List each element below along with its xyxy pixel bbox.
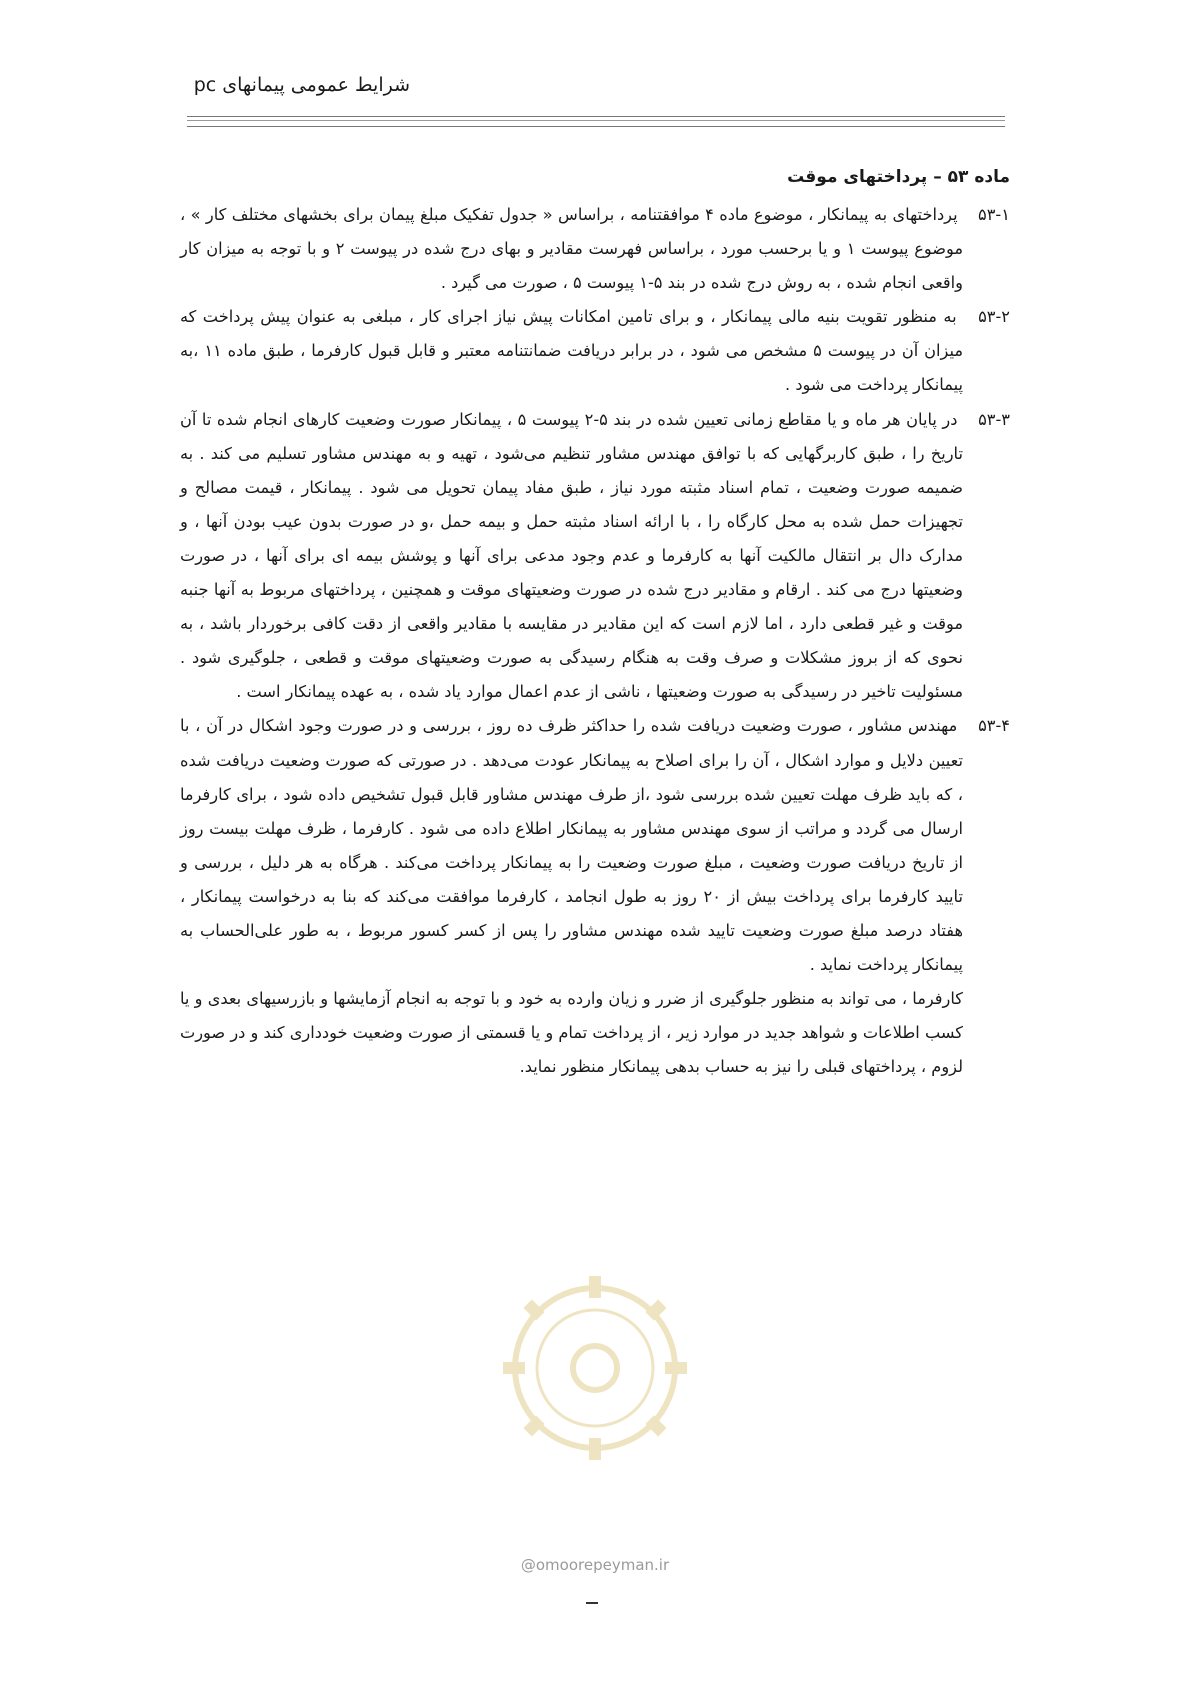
paragraph-53-3 xyxy=(180,403,1010,710)
watermark-logo-icon xyxy=(495,1268,695,1468)
article-title: ماده ۵۳ – پرداختهای موقت xyxy=(787,167,1010,187)
paragraph-text: پرداختهای به پیمانکار ، موضوع ماده ۴ موافقتنامه ، براساس « جدول تفکیک مبلغ پیمان برای بخشهای مختلف کار » ، موضوع پیوست ۱ و یا برحسب مورد ، براساس فهرست مقادیر و بهای درج شده در پیوست ۲ و با توجه به میزان کار واقعی انجام شده ، به روش درج شده در بند ۵-۱ پیوست ۵ ، صورت می گیرد . xyxy=(180,205,963,293)
paragraph-53-1 xyxy=(180,198,1010,300)
paragraph-continuation: کارفرما ، می تواند به منظور جلوگیری از ضرر و زیان وارده به خود و با توجه به انجام آزمایشها و بازرسیهای بعدی و یا کسب اطلاعات و شواهد جدید در موارد زیر ، از پرداخت تمام و یا قسمتی از صورت وضعیت خودداری کند و در صورت لزوم ، پرداختهای قبلی را نیز به حساب بدهی پیمانکار منظور نماید. xyxy=(180,989,963,1077)
paragraph-text: مهندس مشاور ، صورت وضعیت دریافت شده را حداکثر ظرف ده روز ، بررسی و در صورت وجود اشکال در آن ، با تعیین دلایل و موارد اشکال ، آن را برای اصلاح به پیمانکار عودت می‌دهد . در صورتی که صورت وضعیت دریافت شده ، که باید ظرف مهلت تعیین شده بررسی شود ،از طرف مهندس مشاور قابل قبول تشخیص داده شود ، برای کارفرما ارسال می گردد و مراتب از سوی مهندس مشاور به پیمانکار اطلاع داده می شود . کارفرما ، ظرف مهلت بیست روز از تاریخ دریافت صورت وضعیت ، مبلغ صورت وضعیت را به پیمانکار پرداخت می‌کند . هرگاه به هر دلیل ، بررسی و تایید کارفرما برای پرداخت بیش از ۲۰ روز به طول انجامد ، کارفرما موافقت می‌کند که بنا به درخواست پیمانکار ، هفتاد درصد مبلغ صورت وضعیت تایید شده مهندس مشاور را پس از کسر کسور مربوط ، به طور علی‌الحساب به پیمانکار پرداخت نماید . xyxy=(180,716,963,975)
paragraph-number: ۵۳-۴ xyxy=(978,716,1010,736)
page-marker xyxy=(586,1602,598,1604)
paragraph-53-4 xyxy=(180,709,1010,982)
paragraph-number: ۵۳-۱ xyxy=(978,205,1010,224)
header-divider xyxy=(187,116,1005,127)
paragraph-text: به منظور تقویت بنیه مالی پیمانکار ، و برای تامین امکانات پیش نیاز اجرای کار ، مبلغی به عنوان پیش پرداخت که میزان آن در پیوست ۵ مشخص می شود ، در برابر دریافت ضمانتنامه معتبر و قابل قبول کارفرما ، طبق ماده ۱۱ ،به پیمانکار پرداخت می شود . xyxy=(180,307,963,395)
running-header: شرایط عمومی پیمانهای pc xyxy=(193,74,410,96)
paragraph-text: در پایان هر ماه و یا مقاطع زمانی تعیین شده در بند ۵-۲ پیوست ۵ ، پیمانکار صورت وضعیت کارهای انجام شده تا آن تاریخ را ، طبق کاربرگهایی که با توافق مهندس مشاور تنظیم می‌شود ، تهیه و به مهندس مشاور تسلیم می کند . به ضمیمه صورت وضعیت ، تمام اسناد مثبته مورد نیاز ، طبق مفاد پیمان تحویل می شود . پیمانکار ، قیمت مصالح و تجهیزات حمل شده به محل کارگاه را ، با ارائه اسناد مثبته حمل و بیمه حمل ،و در صورت بدون عیب بودن آنها ، و مدارک دال بر انتقال مالکیت آنها به کارفرما و عدم وجود مدعی برای آنها و پوشش بیمه ای برای آنها ، در صورت وضعیتها درج می کند . ارقام و مقادیر درج شده در صورت وضعیتهای موقت و همچنین ، پرداختهای مربوط به آنها جنبه موقت و غیر قطعی دارد ، اما لازم است که این مقادیر در مقایسه با مقادیر واقعی از دقت کافی برخوردار باشد ، به نحوی که از بروز مشکلات و صرف وقت به هنگام رسیدگی به صورت وضعیتهای موقت و قطعی ، جلوگیری شود . مسئولیت تاخیر در رسیدگی به صورت وضعیتها ، ناشی از عدم اعمال موارد یاد شده ، به عهده پیمانکار است . xyxy=(180,409,963,702)
paragraph-53-2 xyxy=(180,300,1010,402)
paragraph-number: ۵۳-۳ xyxy=(978,409,1010,429)
article-body xyxy=(180,160,1010,1084)
website-footer: @omoorepeyman.ir xyxy=(520,1556,670,1574)
paragraph-number: ۵۳-۲ xyxy=(978,307,1010,327)
